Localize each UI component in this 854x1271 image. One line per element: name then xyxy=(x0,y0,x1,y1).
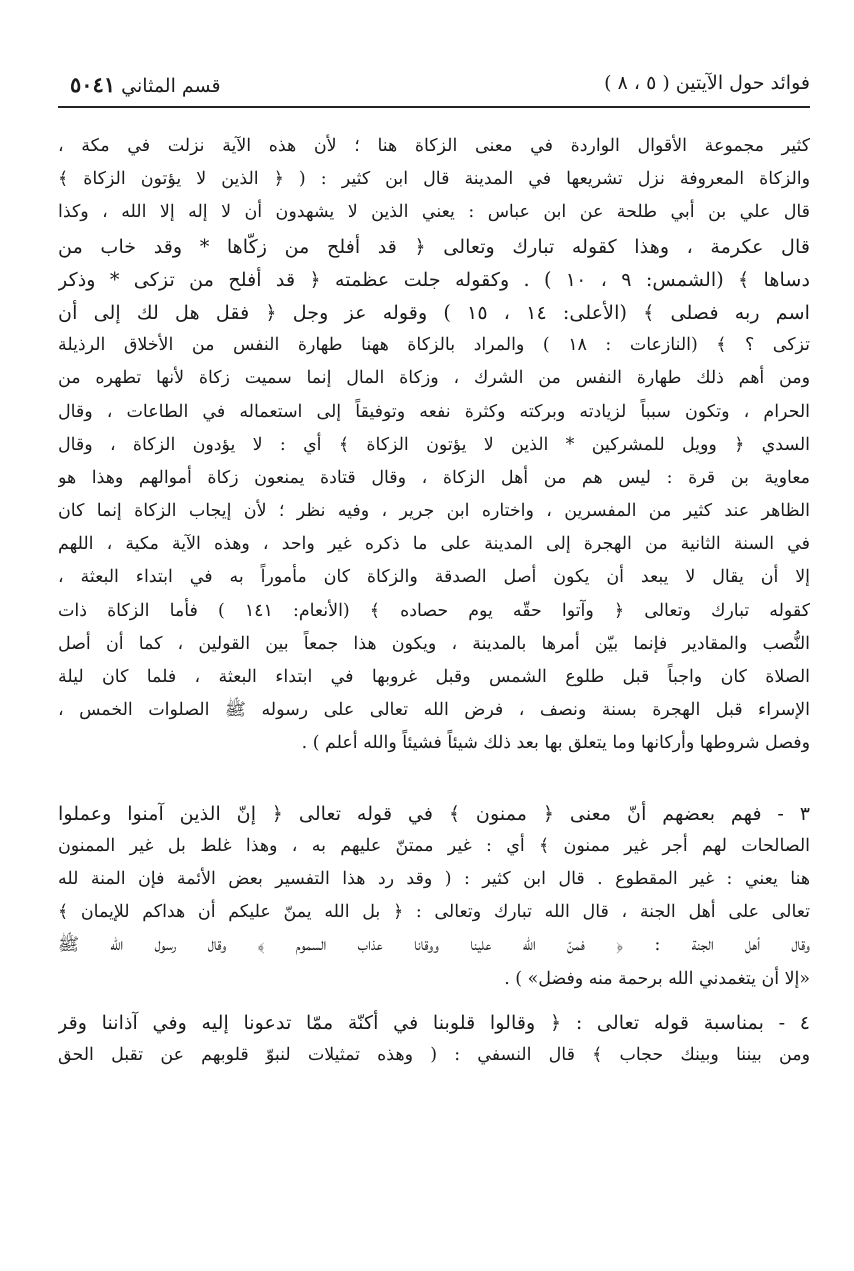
text-line: تعالى على أهل الجنة ، قال الله تبارك وتعالى : ﴿ بل الله يمنّ عليكم أن هداكم للإيمان ﴾ xyxy=(58,902,810,923)
book-page xyxy=(58,66,810,1072)
text-line: ٤ - بمناسبة قوله تعالى : ﴿ وقالوا قلوبنا في أكنّة ممّا تدعونا إليه وفي آذاننا وقر xyxy=(58,1010,810,1034)
text-line: قال علي بن أبي طلحة عن ابن عباس : يعني الذين لا يشهدون أن لا إله إلا الله ، وكذا xyxy=(58,202,810,223)
text-line: هنا يعني : غير المقطوع . قال ابن كثير : ( وقد رد هذا التفسير بعض الأئمة فإن المنة لله xyxy=(58,868,810,889)
text-line: الظاهر عند كثير من المفسرين ، واختاره ابن جرير ، وفيه نظر ؛ لأن إيجاب الزكاة إنما كان xyxy=(58,501,810,522)
text-line: والزكاة المعروفة نزل تشريعها في المدينة قال ابن كثير : ( ﴿ الذين لا يؤتون الزكاة ﴾ xyxy=(58,169,810,190)
text-line: ومن بيننا وبينك حجاب ﴾ قال النسفي : ( وهذه تمثيلات لنبوّ قلوبهم عن تقبل الحق xyxy=(58,1044,810,1065)
text-line: الصالحات لهم أجر غير ممنون ﴾ أي : غير ممتنّ عليهم به ، وهذا غلط بل غير الممنون xyxy=(58,835,810,856)
text-line: النُّصب والمقادير فإنما بيّن أمرها بالمدينة ، ويكون هذا جمعاً بين القولين ، كما أن أصل xyxy=(58,633,810,654)
text-line: كقوله تبارك وتعالى ﴿ وآتوا حقّه يوم حصاده ﴾ (الأنعام: ١٤١ ) فأما الزكاة ذات xyxy=(58,600,810,621)
text-line: إلا أن يقال لا يبعد أن يكون أصل الصدقة والزكاة كان مأموراً به في ابتداء البعثة ، xyxy=(58,567,810,588)
header-section: قسم المثاني xyxy=(121,75,221,97)
page-body xyxy=(58,130,810,1072)
running-header xyxy=(58,66,810,108)
text-line: وقال أهل الجنة : ﴿ فمنّ الله علينا ووقانا عذاب السموم ﴾ وقال رسول الله ﷺ xyxy=(58,935,810,956)
text-line: ومن أهم ذلك طهارة النفس من الشرك ، وزكاة المال إنما سميت زكاة لأنها تطهره من xyxy=(58,368,810,389)
text-line: الإسراء قبل الهجرة بسنة ونصف ، فرض الله تعالى على رسوله ﷺ الصلوات الخمس ، xyxy=(58,700,810,721)
text-line: الصلاة كان واجباً قبل طلوع الشمس وقبل غروبها في ابتداء البعثة ، فلما كان ليلة xyxy=(58,667,810,687)
text-line: قال عكرمة ، وهذا كقوله تبارك وتعالى ﴿ قد أفلح من زكّاها * وقد خاب من xyxy=(58,234,810,258)
text-line: اسم ربه فصلى ﴾ (الأعلى: ١٤ ، ١٥ ) وقوله عز وجل ﴿ فقل هل لك إلى أن xyxy=(58,300,810,324)
text-line: معاوية بن قرة : ليس هم من أهل الزكاة ، وقال قتادة يمنعون زكاة أموالهم وهذا هو xyxy=(58,467,810,488)
header-section-and-page xyxy=(58,72,221,97)
text-line: تزكى ؟ ﴾ (النازعات : ١٨ ) والمراد بالزكاة ههنا طهارة النفس من الأخلاق الرذيلة xyxy=(58,335,810,356)
paragraph xyxy=(58,130,810,761)
text-line: دساها ﴾ (الشمس: ٩ ، ١٠ ) . وكقوله جلت عظمته ﴿ قد أفلح من تزكى * وذكر xyxy=(58,267,810,291)
text-line: الحرام ، وتكون سبباً لزيادته وبركته وكثرة نفعه وتوفيقاً إلى استعماله في الطاعات ، وقال xyxy=(58,401,810,422)
paragraph-gap xyxy=(58,761,810,797)
page-number: ٥٠٤١ xyxy=(70,72,116,97)
text-line: كثير مجموعة الأقوال الواردة في معنى الزكاة هنا ؛ لأن هذه الآية نزلت في مكة ، xyxy=(58,136,810,156)
paragraph xyxy=(58,797,810,996)
text-line: وفصل شروطها وأركانها وما يتعلق بها بعد ذلك شيئاً فشيئاً والله أعلم ) . xyxy=(301,733,810,754)
header-title: فوائد حول الآيتين ( ٥ ، ٨ ) xyxy=(604,72,810,94)
text-line: «إلا أن يتغمدني الله برحمة منه وفضل» ) . xyxy=(504,968,810,989)
text-line: ٣ - فهم بعضهم أنّ معنى ﴿ ممنون ﴾ في قوله تعالى ﴿ إنّ الذين آمنوا وعملوا xyxy=(58,801,810,825)
text-line: السدي ﴿ وويل للمشركين * الذين لا يؤتون الزكاة ﴾ أي : لا يؤدون الزكاة ، وقال xyxy=(58,434,810,455)
text-line: في السنة الثانية من الهجرة إلى المدينة على ما ذكره غير واحد ، وهذه الآية مكية ، اللهم xyxy=(58,534,810,555)
paragraph-gap xyxy=(58,996,810,1006)
paragraph xyxy=(58,1006,810,1072)
